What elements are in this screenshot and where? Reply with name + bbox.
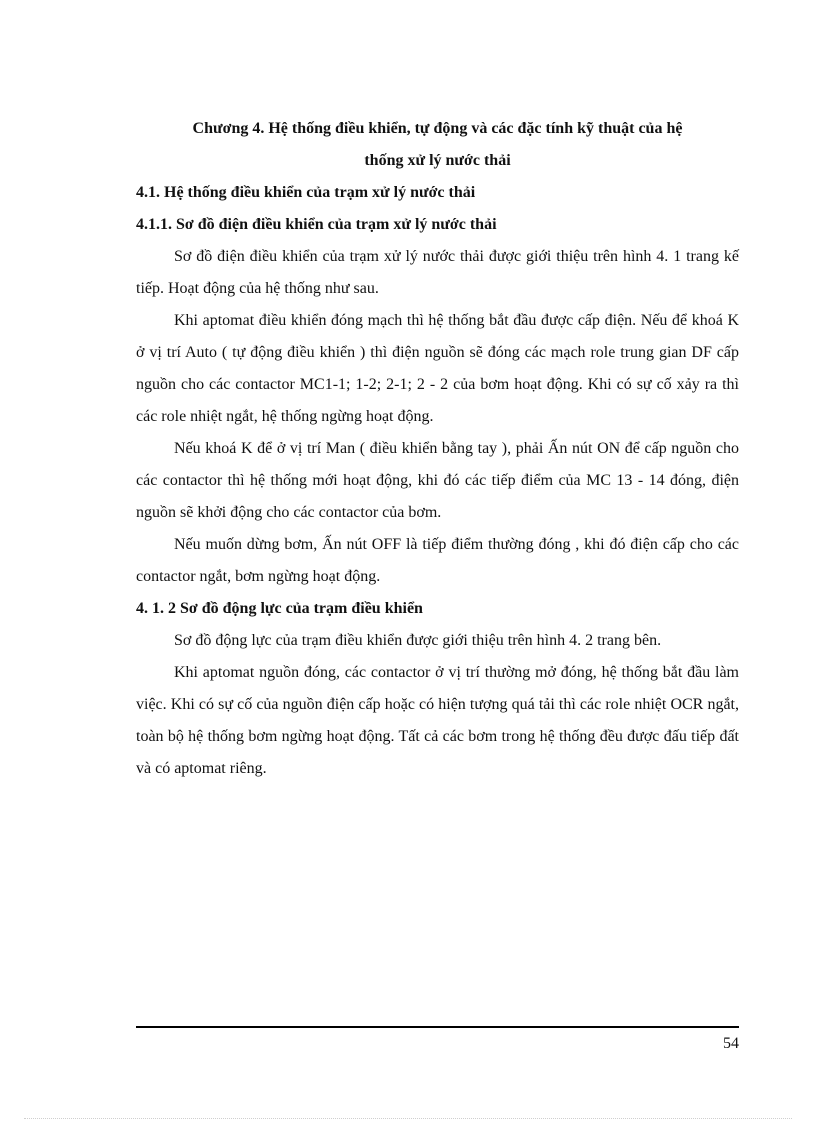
paragraph: Khi aptomat nguồn đóng, các contactor ở vị trí thường mở đóng, hệ thống bắt đầu làm việc. Khi có sự cố của nguồn điện cấp hoặc có hiện tượng quá tải thì các role nhiệt OCR ngắt, toàn bộ hệ thống bơm ngừng hoạt động. Tất cả các bơm trong hệ thống đều được đấu tiếp đất và có aptomat riêng. — [136, 664, 739, 777]
paragraph: Khi aptomat điều khiển đóng mạch thì hệ thống bắt đầu được cấp điện. Nếu để khoá K ở vị trí Auto ( tự động điều khiển ) thì điện nguồn sẽ đóng các mạch role trung gian DF cấp nguồn cho các contactor MC1-1; 1-2; 2-1; 2 - 2 của bơm hoạt động. Khi có sự cố xảy ra thì các role nhiệt ngắt, hệ thống ngừng hoạt động. — [136, 312, 739, 425]
section-heading-4-1: 4.1. Hệ thống điều khiển của trạm xử lý nước thải — [136, 184, 476, 201]
chapter-title-line-2: thống xử lý nước thải — [364, 152, 511, 169]
paragraph: Nếu khoá K để ở vị trí Man ( điều khiển bằng tay ), phải Ấn nút ON để cấp nguồn cho các contactor thì hệ thống mới hoạt động, khi đó các tiếp điểm của MC 13 - 14 đóng, điện nguồn sẽ khởi động cho các contactor của bơm. — [136, 440, 739, 521]
footer-divider — [136, 1026, 739, 1028]
paragraph: Sơ đồ động lực của trạm điều khiển được giới thiệu trên hình 4. 2 trang bên. — [174, 632, 662, 649]
paragraph: Sơ đồ điện điều khiển của trạm xử lý nước thải được giới thiệu trên hình 4. 1 trang kế tiếp. Hoạt động của hệ thống như sau. — [136, 248, 739, 297]
document-body — [136, 113, 739, 785]
chapter-title-line-1: Chương 4. Hệ thống điều khiển, tự động và các đặc tính kỹ thuật của hệ — [192, 120, 683, 137]
paragraph: Nếu muốn dừng bơm, Ấn nút OFF là tiếp điểm thường đóng , khi đó điện cấp cho các contactor ngắt, bơm ngừng hoạt động. — [136, 536, 739, 585]
section-heading-4-1-2: 4. 1. 2 Sơ đồ động lực của trạm điều khiển — [136, 600, 423, 617]
page-number: 54 — [723, 1035, 739, 1052]
page-edge-dotted-line — [24, 1118, 792, 1119]
section-heading-4-1-1: 4.1.1. Sơ đồ điện điều khiển của trạm xử lý nước thải — [136, 216, 497, 233]
